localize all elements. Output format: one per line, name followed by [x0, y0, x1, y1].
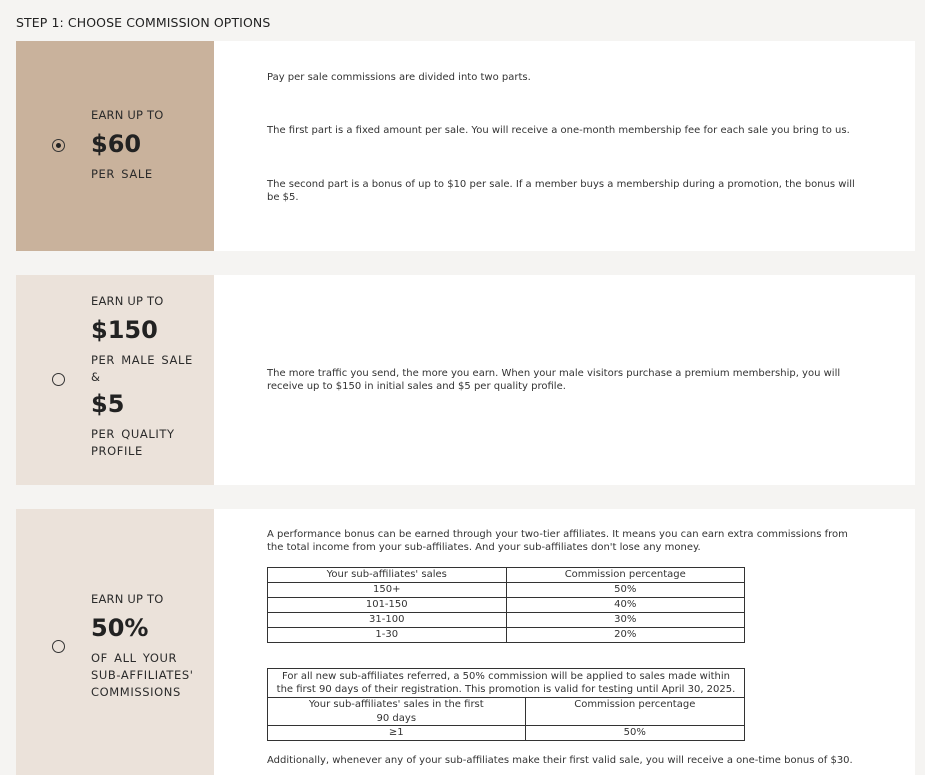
description-paragraph: The second part is a bonus of up to $10 per sale. If a member buys a membership during a promotion, the bonus will be $5.: [267, 179, 855, 203]
table-cell: 31-100: [268, 613, 507, 628]
table-header-row: [268, 698, 745, 726]
option-panel[interactable]: [16, 41, 214, 251]
offer-amount: $60: [91, 130, 142, 158]
table-row: [268, 598, 745, 613]
option-radio-sub-affiliates[interactable]: [52, 640, 65, 653]
description-paragraph: A performance bonus can be earned through your two-tier affiliates. It means you can earn extra commissions from the total income from your sub-affiliates. And your sub-affiliates don't lose any money.: [267, 529, 848, 553]
offer-summary: [91, 294, 206, 460]
option-radio-male-sale[interactable]: [52, 373, 65, 386]
commission-option-revshare-male[interactable]: [16, 275, 915, 485]
table-header: Commission percentage: [506, 568, 745, 583]
option-description: [214, 509, 915, 775]
table-header: Your sub-affiliates' sales in the first 90 days: [268, 698, 526, 726]
offer-unit-secondary: PER QUALITY PROFILE: [91, 427, 175, 458]
commission-option-sub-affiliates[interactable]: [16, 509, 915, 775]
bonus-footer: Additionally, whenever any of your sub-affiliates make their first valid sale, you will receive a one-time bonus of $30.: [267, 755, 853, 766]
table-header: Commission percentage: [525, 698, 744, 726]
offer-amount-secondary: $5: [91, 390, 125, 418]
table-cell: 30%: [506, 613, 745, 628]
earn-label: EARN UP TO: [91, 294, 164, 308]
description-paragraph: Pay per sale commissions are divided into two parts.: [267, 72, 531, 83]
offer-summary: [91, 592, 206, 701]
table-row: [268, 613, 745, 628]
table-header: Your sub-affiliates' sales: [268, 568, 507, 583]
table-cell: 40%: [506, 598, 745, 613]
promotion-note: For all new sub-affiliates referred, a 50% commission will be applied to sales made within the first 90 days of their registration. This promotion is valid for testing until April 30, 2025.: [268, 669, 745, 698]
table-cell: 50%: [525, 726, 744, 741]
step-title: STEP 1: CHOOSE COMMISSION OPTIONS: [16, 15, 271, 30]
table-cell: 101-150: [268, 598, 507, 613]
description-paragraph: The first part is a fixed amount per sale. You will receive a one-month membership fee for each sale you bring to us.: [267, 125, 850, 136]
table-row: [268, 628, 745, 643]
table-row: [268, 669, 745, 698]
promotion-table: [267, 668, 745, 741]
table-cell: 20%: [506, 628, 745, 643]
offer-unit: PER MALE SALE: [91, 353, 193, 367]
commission-option-pay-per-sale[interactable]: [16, 41, 915, 251]
commission-tiers-table: [267, 567, 745, 643]
table-header-row: [268, 568, 745, 583]
table-cell: ≥1: [268, 726, 526, 741]
offer-amount: 50%: [91, 614, 149, 642]
table-cell: 50%: [506, 583, 745, 598]
table-cell: 150+: [268, 583, 507, 598]
earn-label: EARN UP TO: [91, 592, 164, 606]
offer-connector: &: [91, 370, 101, 384]
offer-unit: OF ALL YOUR SUB-AFFILIATES' COMMISSIONS: [91, 651, 194, 699]
option-description: [214, 41, 915, 251]
description-paragraph: The more traffic you send, the more you earn. When your male visitors purchase a premium membership, you will receive up to $150 in initial sales and $5 per quality profile.: [267, 368, 841, 392]
table-row: [268, 583, 745, 598]
earn-label: EARN UP TO: [91, 108, 164, 122]
offer-amount: $150: [91, 316, 158, 344]
offer-unit: PER SALE: [91, 167, 153, 181]
option-panel[interactable]: [16, 509, 214, 775]
option-radio-pay-per-sale[interactable]: [52, 139, 65, 152]
table-row: [268, 726, 745, 741]
table-cell: 1-30: [268, 628, 507, 643]
option-description: [214, 275, 915, 485]
option-panel[interactable]: [16, 275, 214, 485]
offer-summary: [91, 108, 206, 183]
